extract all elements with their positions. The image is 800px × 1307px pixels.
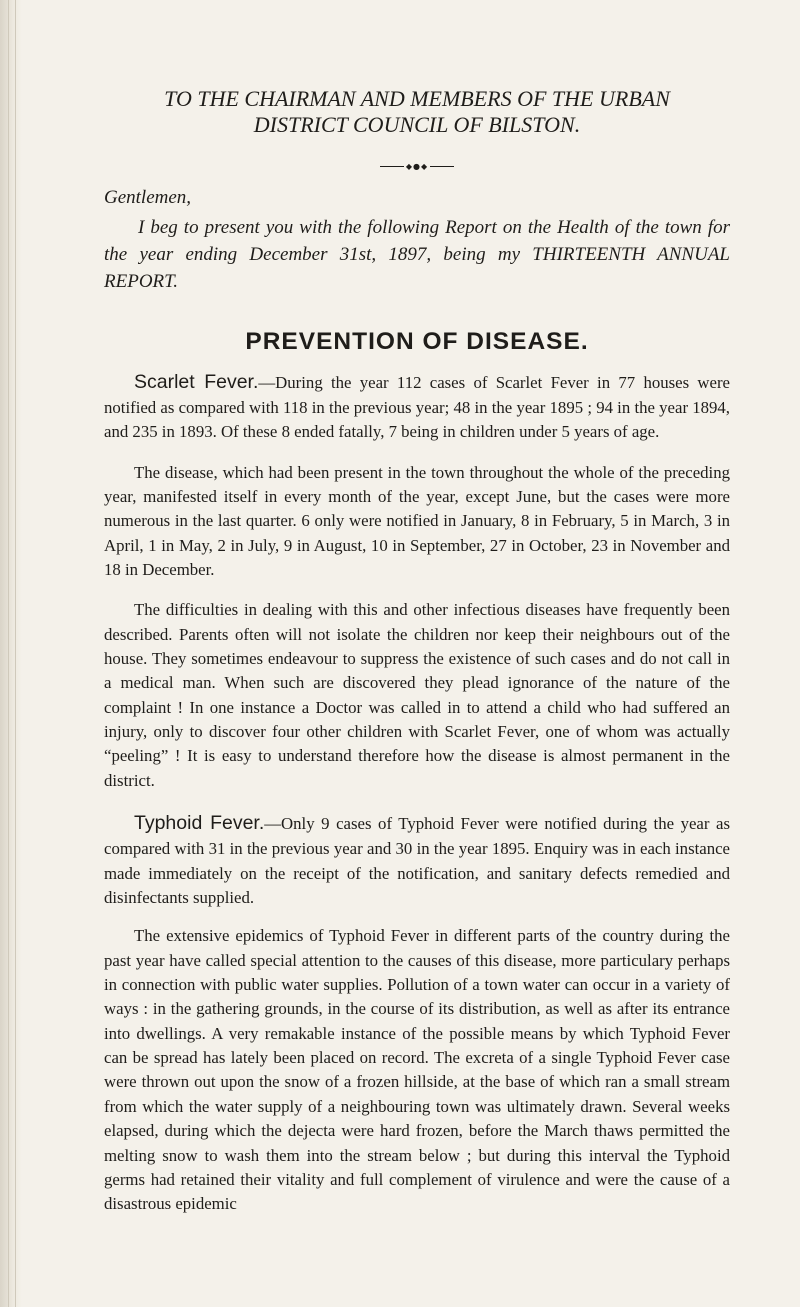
scarlet-paragraph-1-text: —During the year 112 cases of Scarlet Fever in 77 houses were notified as compared with 118 in the previous year; 48 in the year 1895 ; 94 in the year 1894, and 235 in 1893. Of these 8 ended fatally, 7 being in children under 5 years of age. — [104, 372, 731, 442]
ornament-divider: ◆●◆ — [104, 163, 730, 171]
intro-paragraph: I beg to present you with the following Report on the Health of the town for the year ending December 31st, 1897, being my THIRTEENTH ANNUAL REPORT. — [104, 216, 730, 292]
typhoid-fever-heading: Typhoid Fever. — [134, 812, 265, 835]
typhoid-paragraph-2: The extensive epidemics of Typhoid Fever in different parts of the country during the past year have called special attention to the causes of this disease, more particulary perhaps in connection with public water supplies. Pollution of a town water can occur in a variety of ways : in the gathering grounds, in the course of its distribution, as well as after its entrance into dwellings. A very remakable instance of the possible means by which Typhoid Fever can be spread has lately been placed on record. The excreta of a single Typhoid Fever case were thrown out upon the snow of a frozen hillside, at the base of which ran a small stream from which the water supply of a neighbouring town was ultimately drawn. Several weeks elapsed, during which the dejecta were hard frozen, before the March thaws permitted the melting snow to wash them into the stream below ; but during this interval the Typhoid germs had retained their vitality and full complement of virulence and were the cause of a disastrous epidemic — [104, 926, 730, 1214]
scarlet-paragraph-3: The difficulties in dealing with this and other infectious diseases have frequently been described. Parents often will not isolate the children nor keep their neighbours out of the house. They sometimes endeavour to suppress the existence of such cases and do not call in a medical man. When such are discovered they plead ignorance of the nature of the complaint ! In one instance a Doctor was called in to attend a child who had suffered an injury, only to discover four other children with Scarlet Fever, one of whom was actually “peeling” ! It is easy to understand therefore how the disease is almost permanent in the district. — [104, 600, 730, 790]
typhoid-paragraph-1 — [104, 809, 730, 910]
section-title: PREVENTION OF DISEASE. — [245, 327, 589, 355]
address-line-1: TO THE CHAIRMAN AND MEMBERS OF THE URBAN — [164, 86, 670, 111]
scarlet-paragraph-2: The disease, which had been present in the town throughout the whole of the preceding year, manifested itself in every month of the year, except June, but the cases were more numerous in the last quarter. 6 only were notified in January, 8 in February, 5 in March, 3 in April, 1 in May, 2 in July, 9 in August, 10 in September, 27 in October, 23 in November and 18 in December. — [104, 462, 730, 580]
salutation: Gentlemen, — [104, 186, 192, 208]
scarlet-fever-heading: Scarlet Fever. — [134, 370, 259, 393]
scarlet-paragraph-1 — [104, 368, 730, 445]
typhoid-paragraph-1-text: —Only 9 cases of Typhoid Fever were notified during the year as compared with 31 in the previous year and 30 in the year 1895. Enquiry was in each instance made immediately on the receipt of the notification, and sanitary defects remedied and disinfectants supplied. — [104, 814, 730, 908]
address-line-2: DISTRICT COUNCIL OF BILSTON. — [253, 112, 581, 138]
